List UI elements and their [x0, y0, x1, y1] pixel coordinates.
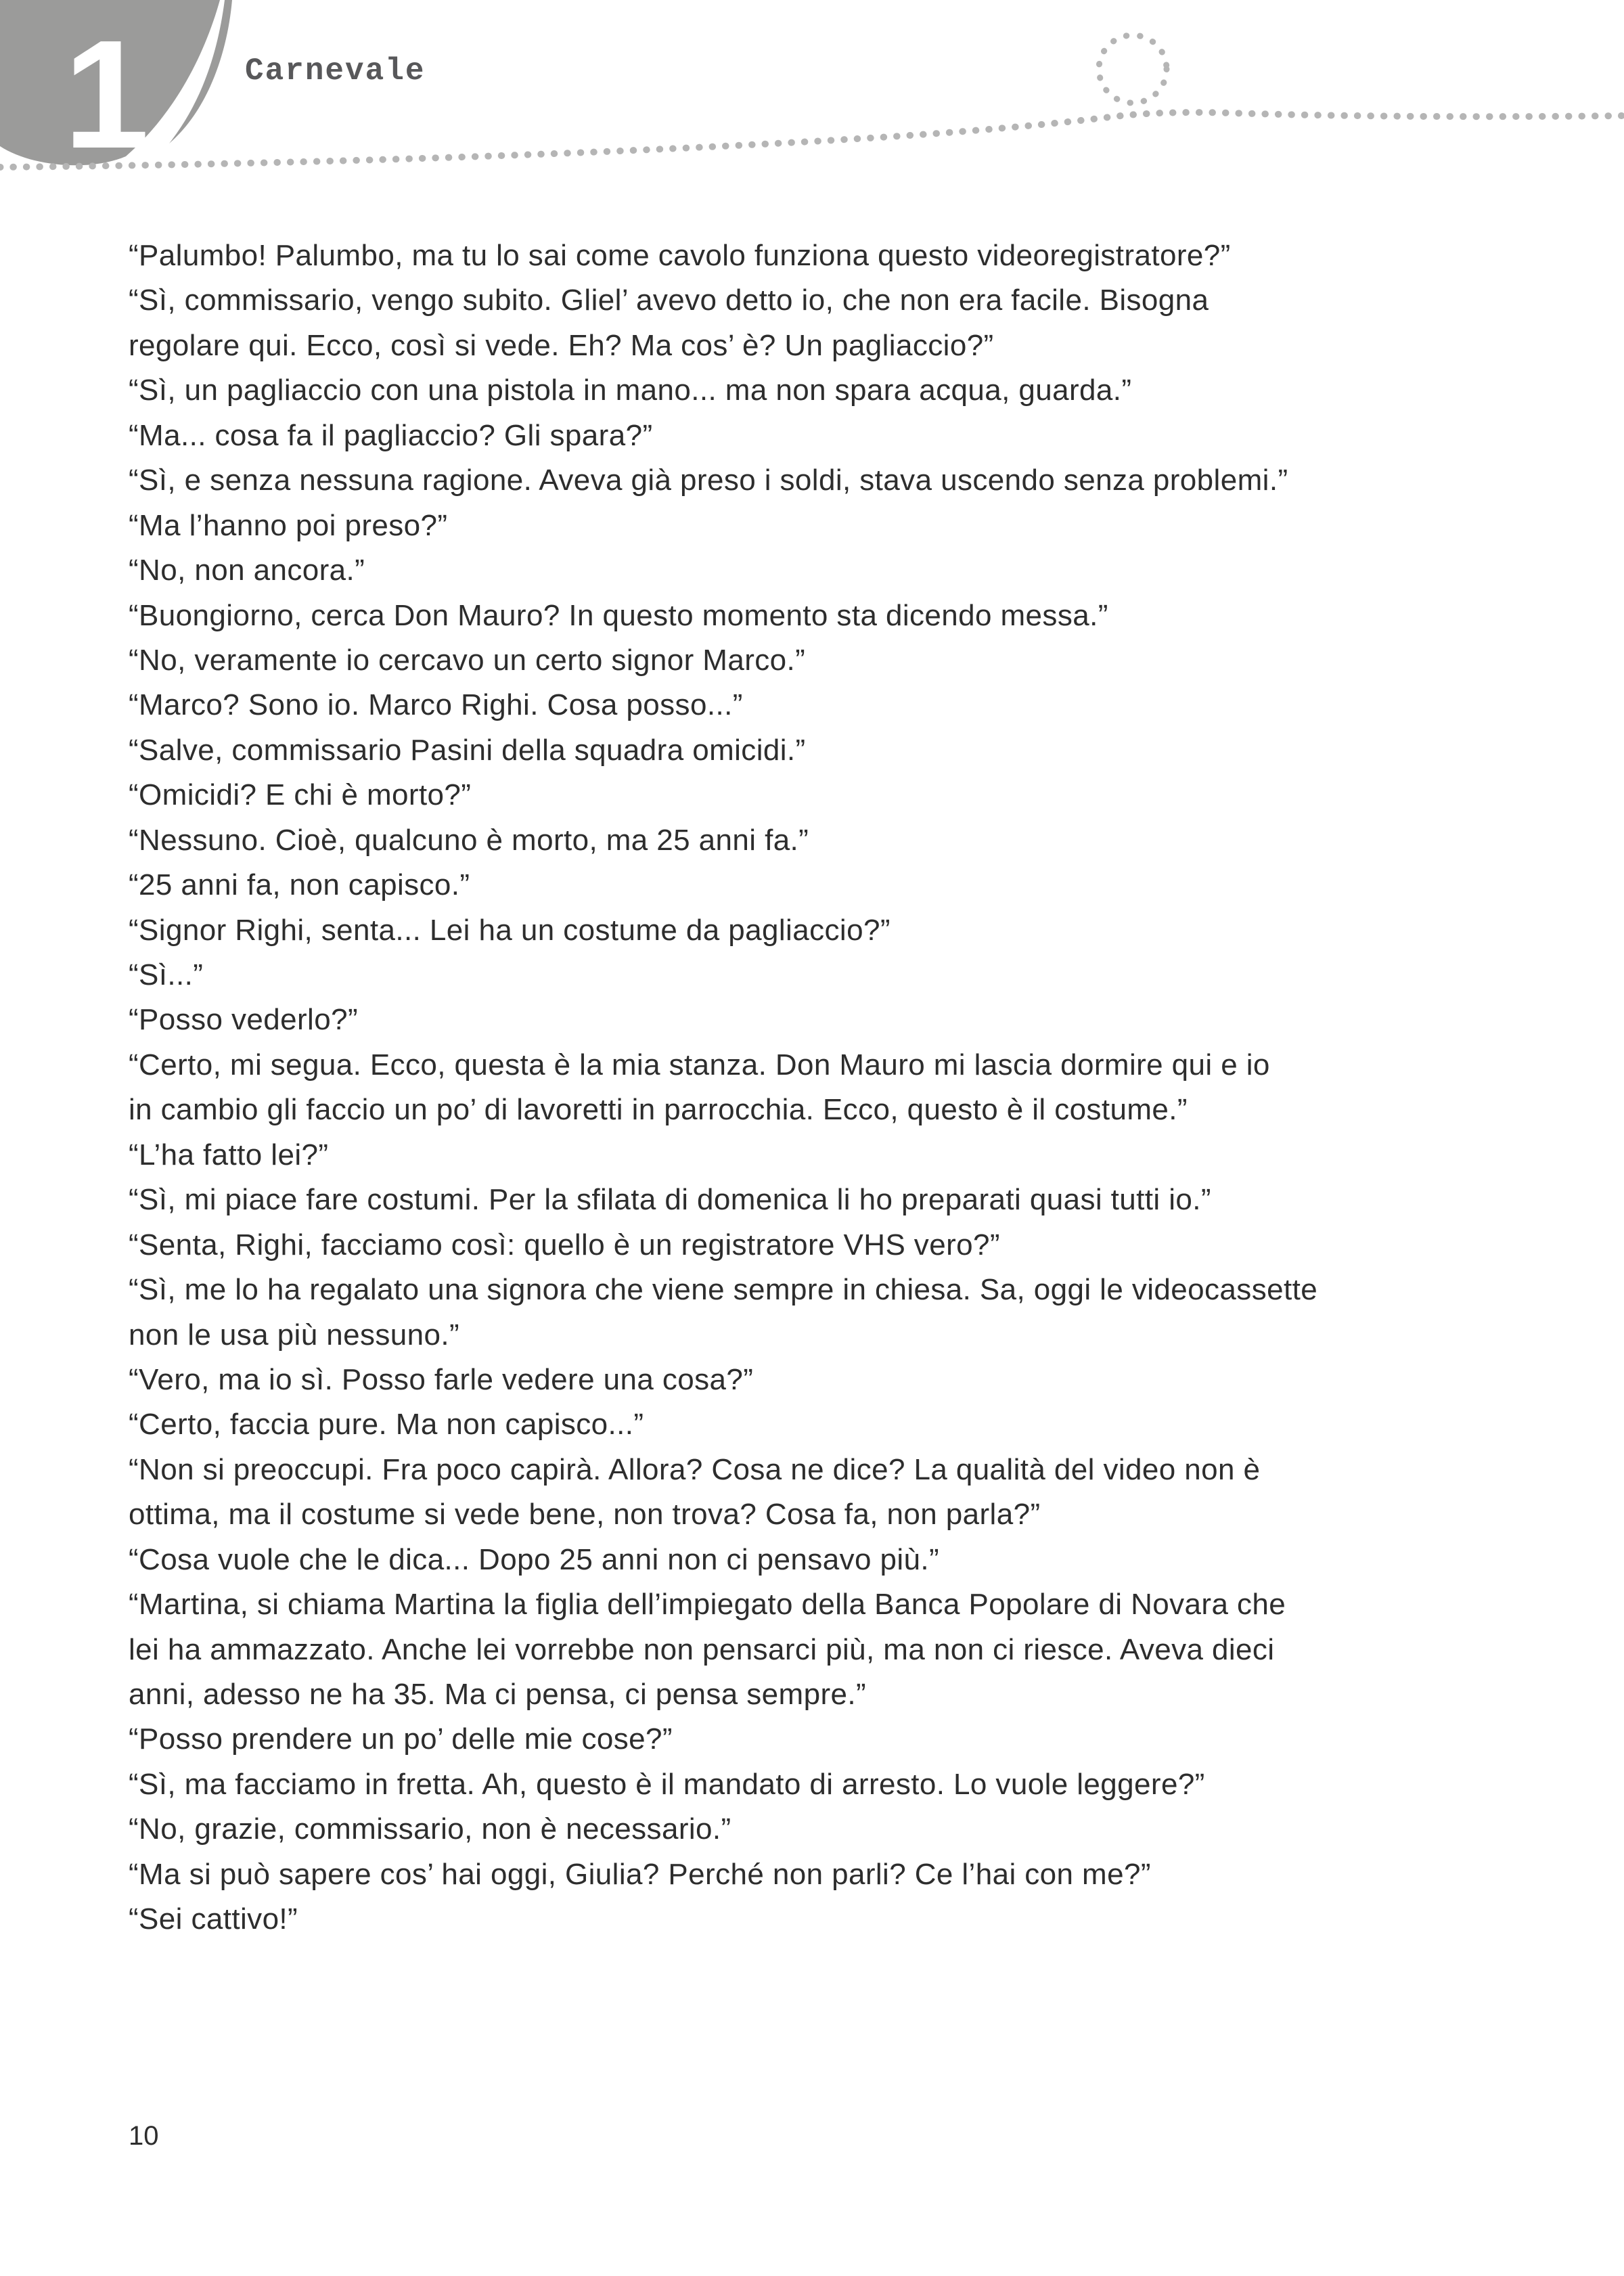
page-title: Carnevale — [245, 53, 426, 89]
dialogue-line: lei ha ammazzato. Anche lei vorrebbe non pensarci più, ma non ci riesce. Aveva dieci — [129, 1632, 1275, 1666]
dialogue-line: ottima, ma il costume si vede bene, non trova? Cosa fa, non parla?” — [129, 1498, 1041, 1532]
dialogue-line: “L’ha fatto lei?” — [129, 1138, 329, 1172]
dialogue-line: “Non si preoccupi. Fra poco capirà. Allora? Cosa ne dice? La qualità del video non è — [129, 1452, 1261, 1486]
dialogue-line: “Ma l’hanno poi preso?” — [129, 508, 448, 542]
dialogue-line: “Cosa vuole che le dica... Dopo 25 anni non ci pensavo più.” — [129, 1542, 940, 1576]
dialogue-line: “No, grazie, commissario, non è necessario.” — [129, 1812, 731, 1846]
dialogue-line: “Salve, commissario Pasini della squadra omicidi.” — [129, 733, 806, 767]
dialogue-line: “Marco? Sono io. Marco Righi. Cosa posso...” — [129, 688, 743, 722]
dialogue-line: “Senta, Righi, facciamo così: quello è un registratore VHS vero?” — [129, 1228, 1000, 1262]
dotted-line-decoration — [0, 112, 1624, 167]
dialogue-text-block — [129, 233, 1522, 1942]
dialogue-line: “Sì...” — [129, 958, 204, 991]
dialogue-line: “Sì, e senza nessuna ragione. Aveva già preso i soldi, stava uscendo senza problemi.” — [129, 464, 1288, 497]
dialogue-line: “Sì, commissario, vengo subito. Gliel’ avevo detto io, che non era facile. Bisogna — [129, 284, 1209, 317]
dialogue-line: “Sei cattivo!” — [129, 1902, 298, 1936]
dialogue-line: non le usa più nessuno.” — [129, 1318, 460, 1352]
dialogue-line: “Martina, si chiama Martina la figlia dell’impiegato della Banca Popolare di Novara che — [129, 1588, 1286, 1622]
header-decoration — [0, 0, 1624, 217]
dialogue-line: “Nessuno. Cioè, qualcuno è morto, ma 25 anni fa.” — [129, 823, 809, 857]
dialogue-line: “Sì, mi piace fare costumi. Per la sfilata di domenica li ho preparati quasi tutti io.” — [129, 1183, 1211, 1217]
dialogue-line: “Signor Righi, senta... Lei ha un costume da pagliaccio?” — [129, 913, 890, 947]
dialogue-line: “Sì, ma facciamo in fretta. Ah, questo è il mandato di arresto. Lo vuole leggere?” — [129, 1767, 1205, 1801]
dialogue-line: “Certo, faccia pure. Ma non capisco...” — [129, 1408, 644, 1442]
dialogue-line: “Posso prendere un po’ delle mie cose?” — [129, 1722, 673, 1756]
dialogue-line: “Posso vederlo?” — [129, 1003, 358, 1037]
dialogue-line: “Sì, me lo ha regalato una signora che viene sempre in chiesa. Sa, oggi le videocassette — [129, 1273, 1318, 1307]
dialogue-line: “Ma si può sapere cos’ hai oggi, Giulia? Perché non parli? Ce l’hai con me?” — [129, 1857, 1151, 1891]
chapter-number: 1 — [64, 9, 150, 181]
dialogue-line: “Certo, mi segua. Ecco, questa è la mia stanza. Don Mauro mi lascia dormire qui e io — [129, 1048, 1270, 1081]
dialogue-line: anni, adesso ne ha 35. Ma ci pensa, ci pensa sempre.” — [129, 1678, 867, 1711]
dialogue-line: regolare qui. Ecco, così si vede. Eh? Ma cos’ è? Un pagliaccio?” — [129, 328, 994, 362]
dialogue-line: “Omicidi? E chi è morto?” — [129, 778, 472, 812]
dialogue-line: in cambio gli faccio un po’ di lavoretti in parrocchia. Ecco, questo è il costume.” — [129, 1093, 1188, 1127]
dialogue-line: “Sì, un pagliaccio con una pistola in mano... ma non spara acqua, guarda.” — [129, 374, 1132, 407]
dialogue-line: “Buongiorno, cerca Don Mauro? In questo momento sta dicendo messa.” — [129, 598, 1108, 632]
dialogue-line: “No, veramente io cercavo un certo signor Marco.” — [129, 643, 806, 677]
dotted-loop-decoration — [1099, 35, 1167, 103]
dialogue-line: “Palumbo! Palumbo, ma tu lo sai come cavolo funziona questo videoregistratore?” — [129, 239, 1231, 272]
dialogue-line: “Vero, ma io sì. Posso farle vedere una cosa?” — [129, 1362, 754, 1396]
dialogue-line: “Ma... cosa fa il pagliaccio? Gli spara?” — [129, 418, 653, 452]
page-number: 10 — [129, 2121, 159, 2151]
dialogue-line: “No, non ancora.” — [129, 554, 365, 587]
dialogue-line: “25 anni fa, non capisco.” — [129, 868, 470, 902]
